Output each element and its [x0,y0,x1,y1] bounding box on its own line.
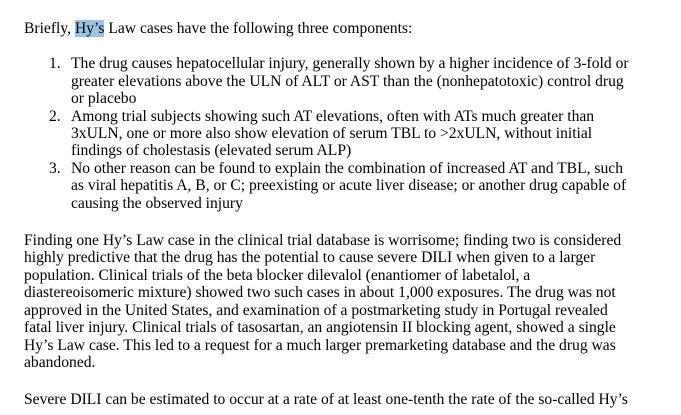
intro-prefix: Briefly, [24,20,75,37]
list-item [24,160,664,212]
list-item-number: 2. [49,107,61,125]
list-item-line: findings of cholestasis (elevated serum ALP) [71,142,352,160]
paragraph-line: Finding one Hy’s Law case in the clinical trial database is worrisome; finding two is considered [24,232,622,250]
paragraph-line: approved in the United States, and examination of a postmarketing study in Portugal revealed [24,301,608,319]
list-item [24,108,664,160]
list-item-line: No other reason can be found to explain the combination of increased AT and TBL, such [71,159,623,177]
intro-sentence [24,20,664,37]
list-item-line: greater elevations above the ULN of ALT or AST than the (nonhepatotoxic) control drug [71,72,624,90]
paragraph-line: population. Clinical trials of the beta blocker dilevalol (enantiomer of labetalol, a [24,266,531,284]
paragraph-line: Hy’s Law case. This led to a request for a much larger premarketing database and the drug was [24,336,616,354]
paragraph-line: diastereoisomeric mixture) showed two such cases in about 1,000 exposures. The drug was not [24,284,616,302]
list-item-number: 1. [49,55,61,73]
list-item-line: 3xULN, one or more also show elevation of serum TBL to >2xULN, without initial [71,125,593,143]
intro-suffix: Law cases have the following three components: [104,20,413,37]
paragraph-line: highly predictive that the drug has the potential to cause severe DILI when given to a larger [24,249,596,267]
paragraph-line: fatal liver injury. Clinical trials of tasosartan, an angiotensin II blocking agent, showed a single [24,319,616,337]
body-paragraph [24,232,664,371]
components-list [24,55,664,212]
list-item [24,55,664,107]
list-item-line: causing the observed injury [71,194,243,212]
document-body [24,20,664,409]
list-item-line: The drug causes hepatocellular injury, generally shown by a higher incidence of 3-fold or [71,55,629,73]
cut-off-line: Severe DILI can be estimated to occur at a rate of at least one-tenth the rate of the so-called Hy’s [24,391,628,409]
list-item-line: as viral hepatitis A, B, or C; preexisting or acute liver disease; or another drug capable of [71,177,627,195]
paragraph-line: abandoned. [24,353,96,371]
list-item-number: 3. [49,159,61,177]
list-item-line: or placebo [71,90,137,108]
list-item-line: Among trial subjects showing such AT elevations, often with ATs much greater than [71,107,595,125]
highlighted-text[interactable]: Hy’s [74,20,105,37]
